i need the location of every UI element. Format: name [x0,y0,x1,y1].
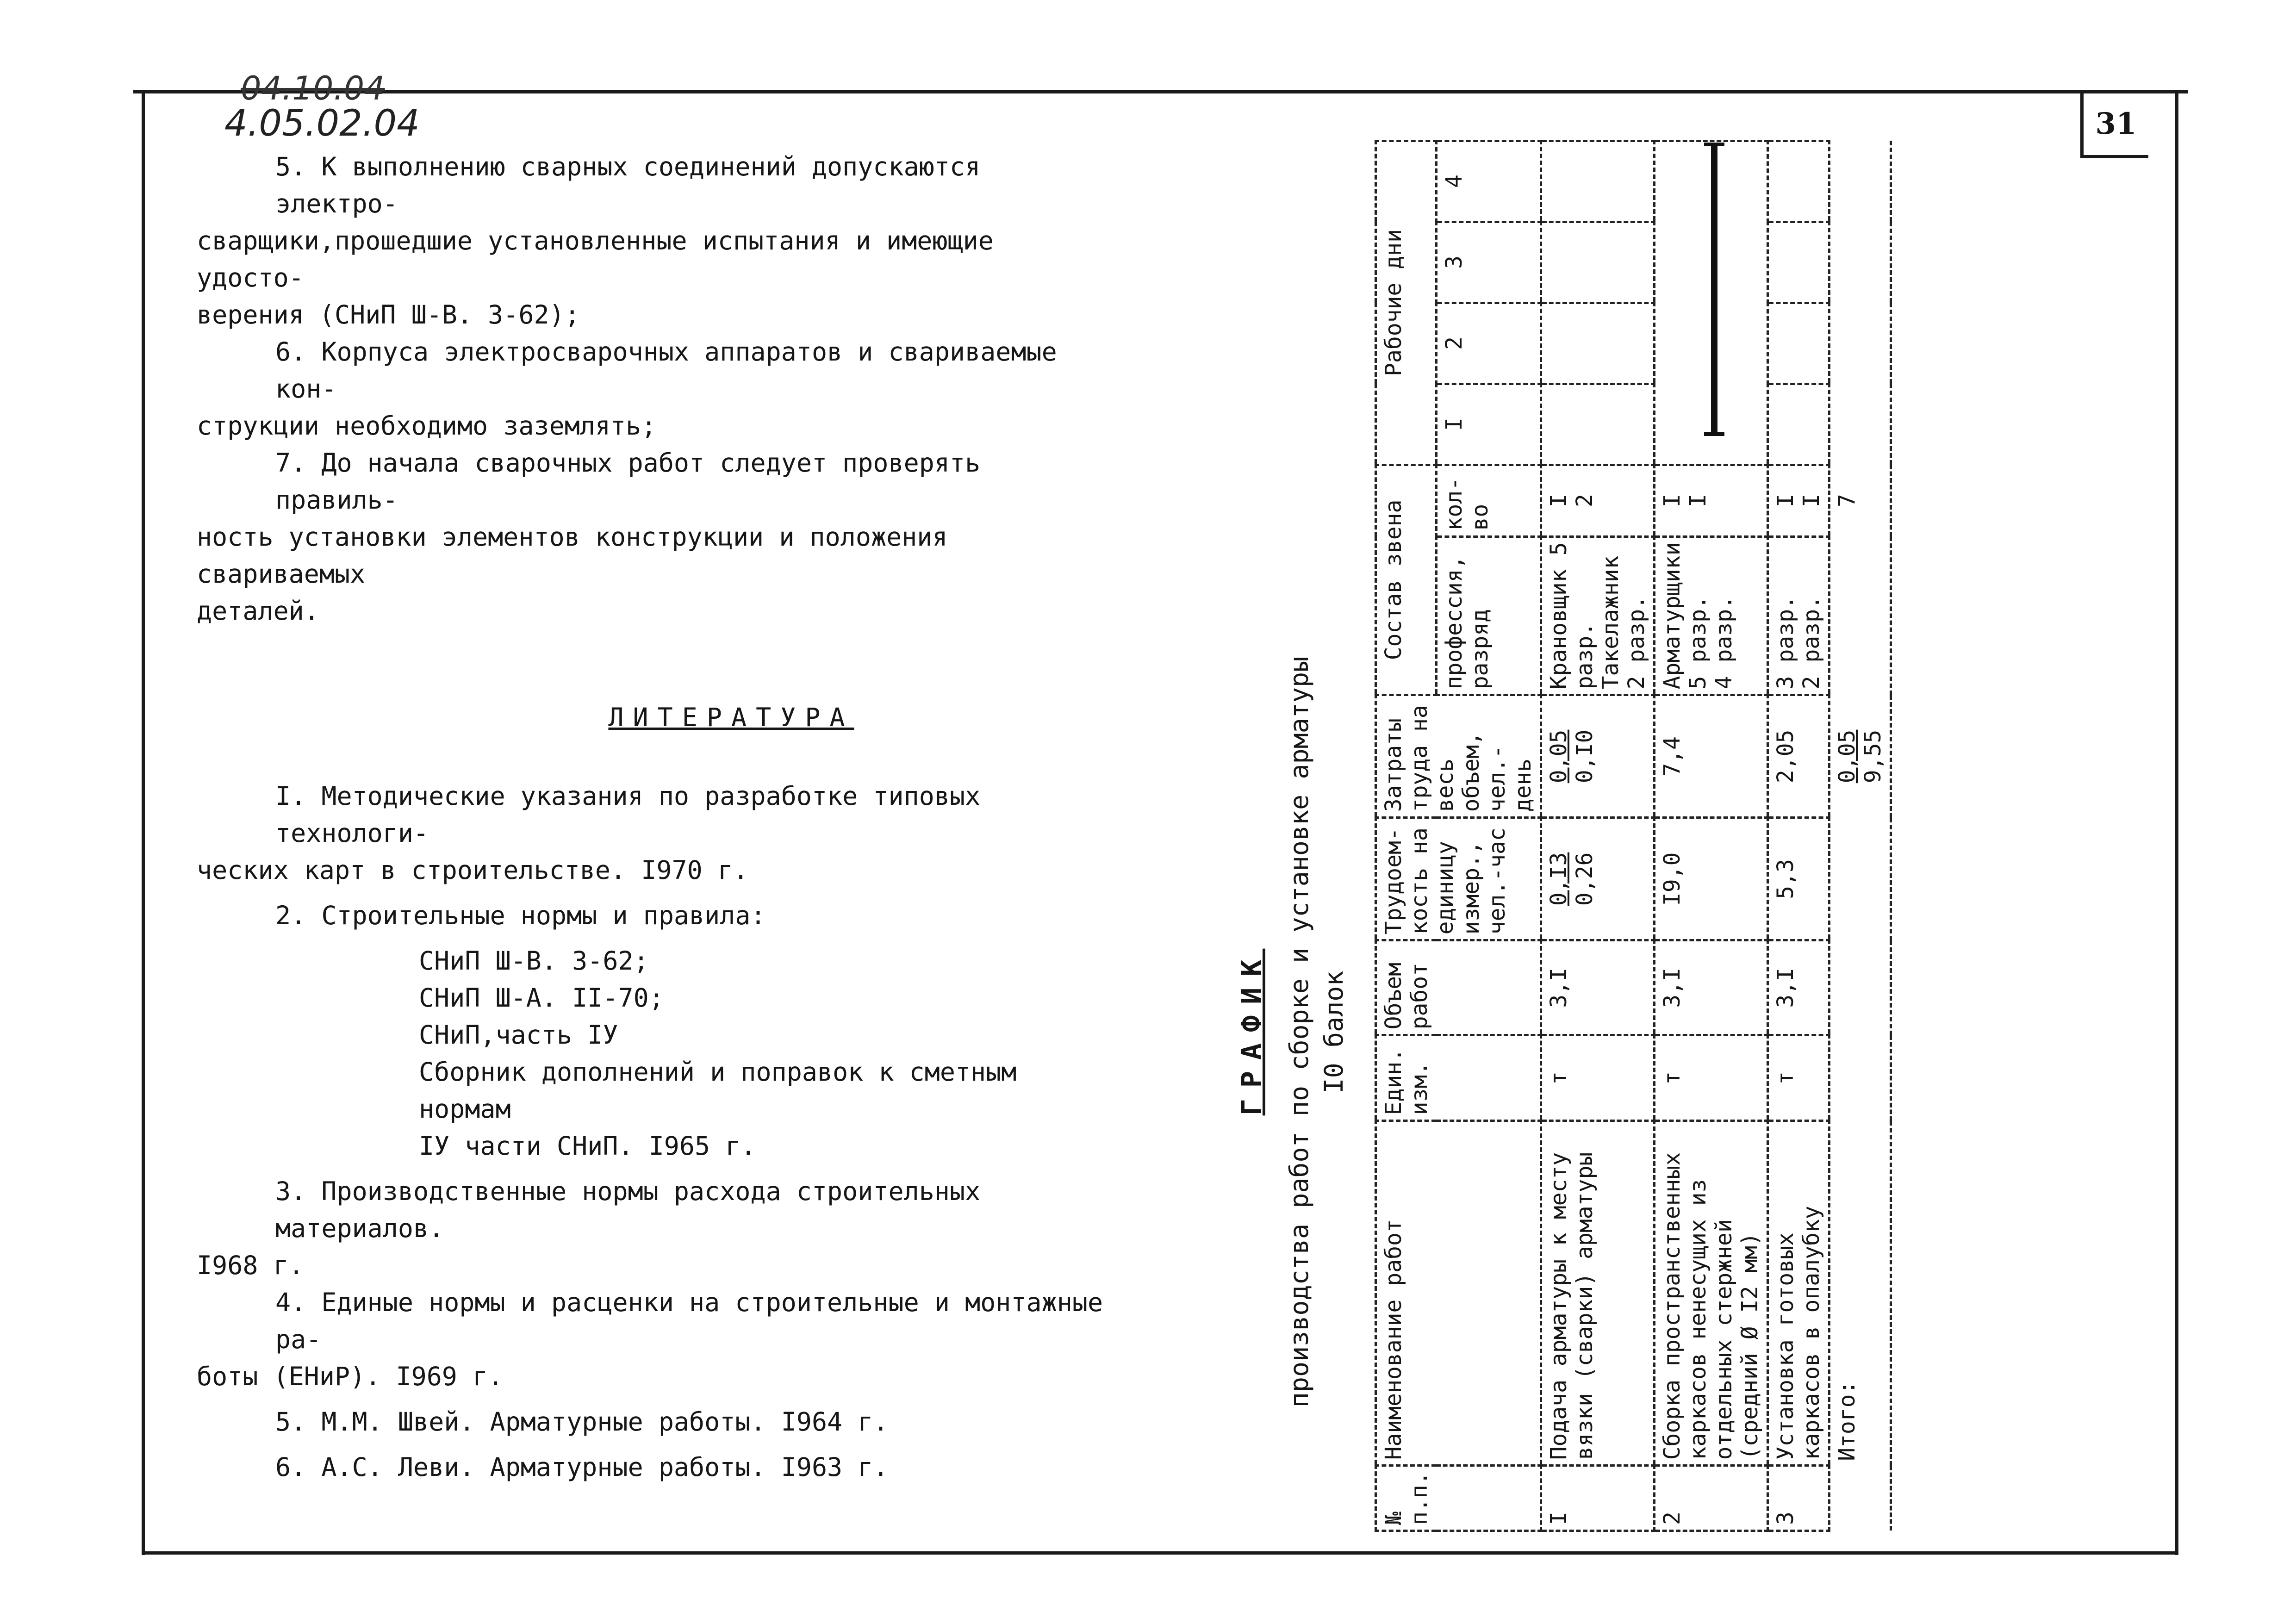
literature-item-2: 2. Строительные нормы и правила: [275,901,766,930]
day-cell [1768,141,1829,222]
day-cell [1768,303,1829,384]
literature-item-2-sub-2: СНиП Ш-А. II-70; [419,983,664,1013]
literature-item-2-sub-4: Сборник дополнений и поправок к сметным нормам [419,1057,1017,1124]
total-label: Итого: [1829,1121,1891,1466]
header-crew: Состав звена [1376,465,1437,695]
total-row [1829,141,1891,1531]
left-text-column [197,148,1113,1486]
day-cell [1768,222,1829,303]
document-code-struck: 04.10.04 [241,69,385,107]
literature-item-4-line-1: 4. Единые нормы и расценки на строительные и монтажные ра- [275,1288,1103,1354]
document-code: 4.05.02.04 [224,103,420,144]
row-labor-unit-bottom: 0,26 [1572,852,1598,906]
header-labor-unit: Трудоем-кость на единицу измер., чел.-час [1376,818,1541,940]
row-count [1655,465,1768,536]
header-day-4: 4 [1436,141,1541,222]
header-num: № п.п. [1376,1466,1541,1531]
schedule-subtitle [1282,532,1351,1532]
row-labor-unit-top: 0,I3 [1546,852,1572,906]
row-labor-total-bottom: 0,I0 [1572,729,1598,784]
row-num: I [1541,1466,1655,1531]
row-count [1768,465,1829,536]
row-profession-2: Такелажник 2 разр. [1598,555,1649,690]
row-labor-unit: I9,0 [1655,818,1768,940]
row-labor-unit: 5,3 [1768,818,1829,940]
row-name: Сборка пространственных каркасов ненесущих из отдельных стержней (средний Ø I2 мм) [1655,1121,1768,1466]
row-count-2: I [1798,494,1824,507]
day-cell [1768,384,1829,465]
row-count-2: I [1685,494,1711,507]
frame-top-line [133,90,2188,93]
literature-item-6: 6. А.С. Леви. Арматурные работы. I963 г. [275,1452,889,1482]
paragraph-7-line-2: ность установки элементов конструкции и положения свариваемых [197,522,948,589]
row-labor-total: 7,4 [1655,695,1768,818]
row-profession-1: 3 разр. [1773,596,1798,690]
total-spacer [1829,1466,1891,1531]
table-row [1655,141,1768,1531]
literature-item-2-sub-1: СНиП Ш-В. 3-62; [419,946,649,976]
literature-item-2-sub-3: СНиП,часть IУ [419,1020,618,1050]
literature-item-2-sub-5: IУ части СНиП. I965 г. [419,1131,756,1161]
row-name: Установка готовых каркасов в опалубку [1768,1121,1829,1466]
paragraph-5-line-2: сварщики,прошедшие установленные испытания и имеющие удосто- [197,226,994,292]
header-name: Наименование работ [1376,1121,1541,1466]
literature-item-1-line-1: I. Методические указания по разработке типовых технологи- [275,781,981,848]
total-count: 7 [1829,465,1891,536]
header-volume: Объем работ [1376,940,1541,1035]
total-spacer [1829,1035,1891,1121]
row-labor-unit [1541,818,1655,940]
row-volume: 3,I [1768,940,1829,1035]
row-volume: 3,I [1541,940,1655,1035]
header-profession: профессия, разряд [1436,536,1541,695]
day-cell [1541,141,1655,222]
row-count-2: 2 [1572,494,1598,507]
row-profession-2: 2 разр. [1798,596,1824,690]
header-count: кол-во [1436,465,1541,536]
literature-item-1-line-2: ческих карт в строительстве. I970 г. [197,855,749,885]
row-profession [1541,536,1655,695]
schedule-rotated [1222,97,2194,1532]
row-count-1: I [1546,494,1572,507]
total-spacer [1829,141,1891,465]
frame-bottom-line [142,1551,2178,1555]
row-unit: т [1541,1035,1655,1121]
total-labor-top: 0,05 [1834,729,1860,784]
row-labor-total [1541,695,1655,818]
total-spacer [1829,818,1891,940]
frame-left-line [142,90,145,1555]
header-day-2: 2 [1436,303,1541,384]
row-count-1: I [1659,494,1685,507]
row-profession-1: Арматурщики 5 разр. [1659,542,1711,690]
schedule-table [1375,140,1892,1532]
schedule-subtitle-line-2: I0 балок [1319,971,1349,1094]
paragraph-6-line-2: струкции необходимо заземлять; [197,411,657,441]
paragraph-5-line-3: верения (СНиП Ш-В. 3-62); [197,300,580,330]
day-cell [1541,303,1655,384]
row-profession-1: Крановщик 5 разр. [1546,542,1598,690]
header-labor-total: Затраты труда на весь объем, чел.-день [1376,695,1541,818]
day-cell [1541,384,1655,465]
row-count [1541,465,1655,536]
row-unit: т [1768,1035,1829,1121]
paragraph-7-line-1: 7. До начала сварочных работ следует проверять правиль- [275,448,981,515]
page-number: 31 [2080,93,2148,158]
gantt-bar-end-cap [1704,143,1724,146]
literature-heading: ЛИТЕРАТУРА [608,703,854,732]
table-row [1541,141,1655,1531]
row-profession [1655,536,1768,695]
total-labor-bottom: 9,55 [1860,729,1886,784]
row-name: Подача арматуры к месту вязки (сварки) арматуры [1541,1121,1655,1466]
day-cell [1541,222,1655,303]
row-unit: т [1655,1035,1768,1121]
header-day-1: I [1436,384,1541,465]
row-labor-total: 2,05 [1768,695,1829,818]
total-spacer [1829,940,1891,1035]
schedule-title: ГРАФИК [1236,948,1268,1116]
gantt-bar [1711,144,1717,436]
paragraph-6-line-1: 6. Корпуса электросварочных аппаратов и свариваемые кон- [275,337,1057,404]
header-days: Рабочие дни [1376,141,1437,465]
row-num: 3 [1768,1466,1829,1531]
schedule-subtitle-line-1: производства работ по сборке и установке арматуры [1284,656,1314,1408]
row-volume: 3,I [1655,940,1768,1035]
row-count-1: I [1773,494,1798,507]
header-day-3: 3 [1436,222,1541,303]
literature-item-4-line-2: боты (ЕНиР). I969 г. [197,1362,504,1391]
header-unit: Един. изм. [1376,1035,1541,1121]
row-profession [1768,536,1829,695]
total-spacer [1829,536,1891,695]
literature-item-3-line-1: 3. Производственные нормы расхода строительных материалов. [275,1176,981,1243]
row-profession-2: 4 разр. [1711,596,1737,690]
gantt-cell [1655,141,1768,465]
table-row [1768,141,1829,1531]
row-labor-total-top: 0,05 [1546,729,1572,784]
literature-item-5: 5. М.М. Швей. Арматурные работы. I964 г. [275,1407,889,1437]
paragraph-5-line-1: 5. К выполнению сварных соединений допускаются электро- [275,152,981,218]
total-labor [1829,695,1891,818]
row-num: 2 [1655,1466,1768,1531]
literature-item-3-line-2: I968 г. [197,1251,304,1280]
paragraph-7-line-3: деталей. [197,596,319,626]
